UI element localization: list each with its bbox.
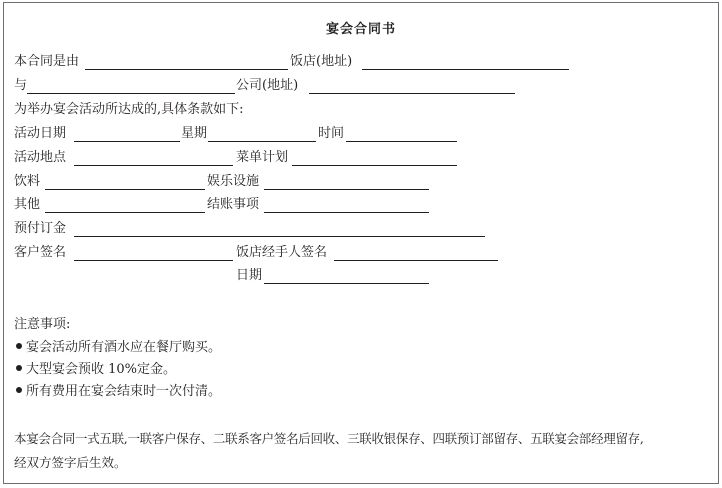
contract-title: 宴会合同书 xyxy=(325,22,396,37)
label-venue: 活动地点 xyxy=(14,150,67,165)
contract-border xyxy=(3,2,719,484)
note-item xyxy=(16,384,221,400)
drinks-blank[interactable] xyxy=(45,189,205,190)
company-address-blank[interactable] xyxy=(309,93,515,94)
label-entertainment: 娱乐设施 xyxy=(207,174,260,189)
note-item xyxy=(16,362,176,378)
weekday-blank[interactable] xyxy=(208,141,316,142)
note-item-text: 大型宴会预收 10%定金。 xyxy=(26,362,177,377)
label-date: 日期 xyxy=(236,268,263,283)
menu-plan-blank[interactable] xyxy=(292,165,457,166)
notes-heading: 注意事项: xyxy=(14,317,71,332)
label-time: 时间 xyxy=(318,126,345,141)
note-item xyxy=(16,340,221,356)
label-billing: 结账事项 xyxy=(207,197,260,212)
entertainment-blank[interactable] xyxy=(264,189,429,190)
label-company-address: 公司(地址) xyxy=(236,78,299,93)
hotel-address-blank[interactable] xyxy=(362,69,569,70)
time-blank[interactable] xyxy=(346,141,457,142)
hotel-name-blank[interactable] xyxy=(85,69,288,70)
bullet-icon xyxy=(16,387,22,393)
others-blank[interactable] xyxy=(45,212,205,213)
note-item-text: 所有费用在宴会结束时一次付清。 xyxy=(26,384,222,399)
footer-line-1: 本宴会合同一式五联,一联客户保存、二联系客户签名后回收、三联收银保存、四联预订部留存、五联宴会部经理留存, xyxy=(14,431,644,446)
label-contract-by: 本合同是由 xyxy=(14,54,80,69)
bullet-icon xyxy=(16,343,22,349)
label-with: 与 xyxy=(14,78,28,93)
bullet-icon xyxy=(16,365,22,371)
label-hotel-address: 饭店(地址) xyxy=(290,54,353,69)
deposit-blank[interactable] xyxy=(74,236,485,237)
label-menu-plan: 菜单计划 xyxy=(236,150,289,165)
venue-blank[interactable] xyxy=(74,165,233,166)
company-name-blank[interactable] xyxy=(27,93,235,94)
purpose-text: 为举办宴会活动所达成的,具体条款如下: xyxy=(14,102,244,117)
label-deposit: 预付订金 xyxy=(14,221,67,236)
label-manager-signature: 饭店经手人签名 xyxy=(236,245,328,260)
manager-signature-blank[interactable] xyxy=(334,260,498,261)
date-blank[interactable] xyxy=(264,283,429,284)
footer-line-2: 经双方签字后生效。 xyxy=(14,455,127,470)
label-others: 其他 xyxy=(14,197,41,212)
label-customer-signature: 客户签名 xyxy=(14,245,67,260)
label-drinks: 饮料 xyxy=(14,174,41,189)
event-date-blank[interactable] xyxy=(74,141,180,142)
label-weekday: 星期 xyxy=(181,126,208,141)
label-event-date: 活动日期 xyxy=(14,126,67,141)
note-item-text: 宴会活动所有酒水应在餐厅购买。 xyxy=(26,340,222,355)
customer-signature-blank[interactable] xyxy=(74,260,233,261)
billing-blank[interactable] xyxy=(264,212,429,213)
